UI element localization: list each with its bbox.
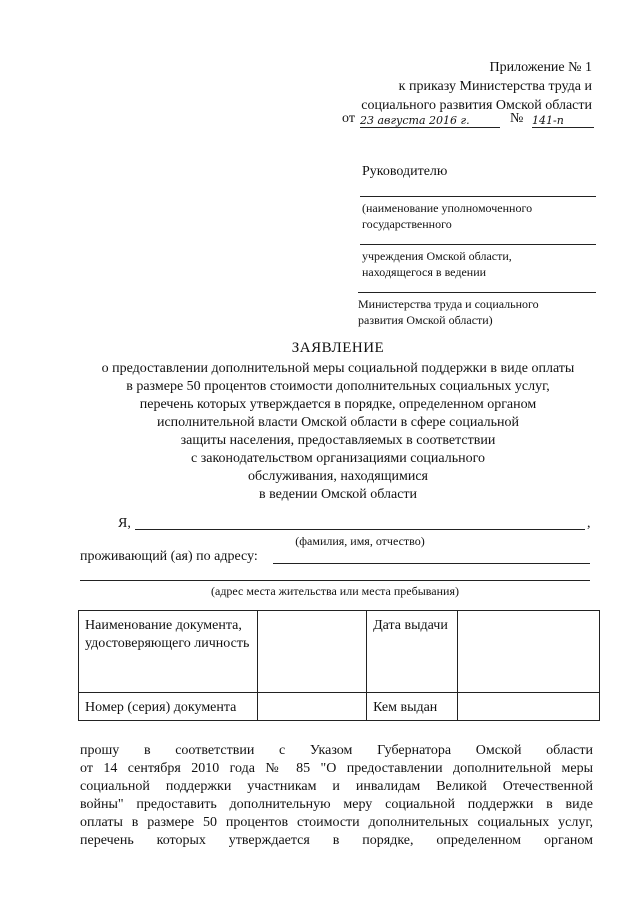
request-line: от 14 сентября 2010 года № 85 "О предоставлении дополнительной меры — [80, 761, 593, 776]
address-hint: (адрес места жительства или места пребывания) — [211, 584, 459, 598]
address-field-2[interactable] — [80, 580, 590, 581]
handwritten-date: 23 августа 2016 г. — [360, 112, 500, 128]
doc-name-label: Наименование документа, удостоверяющего личность — [79, 611, 258, 693]
order-line-1: к приказу Министерства труда и — [398, 79, 592, 94]
title-line: в ведении Омской области — [258, 487, 418, 502]
date-prefix: от — [342, 111, 355, 126]
order-date-line — [342, 110, 597, 130]
request-line: социальной поддержки участникам и инвалидам Великой Отечественной — [80, 779, 593, 794]
issue-date-label: Дата выдачи — [367, 611, 458, 693]
addressee-hint-2a: учреждения Омской области, — [362, 249, 512, 263]
request-line: прошу в соответствии с Указом Губернатора Омской области — [80, 743, 593, 758]
fio-comma: , — [587, 516, 591, 531]
addressee-hint-1 — [362, 200, 602, 232]
addressee-line-1 — [360, 196, 596, 197]
doc-number-label: Номер (серия) документа — [79, 693, 258, 721]
title-line: обслуживания, находящимися — [248, 469, 428, 484]
title-line: с законодательством организациями социального — [190, 451, 485, 466]
addressee-to: Руководителю — [362, 164, 448, 179]
addressee-hint-3a: Министерства труда и социального — [358, 297, 539, 311]
issued-by-label: Кем выдан — [367, 693, 458, 721]
fio-hint: (фамилия, имя, отчество) — [295, 534, 425, 548]
title-description — [60, 360, 616, 504]
issued-by-value[interactable] — [458, 693, 600, 721]
title-line: исполнительной власти Омской области в сфере социальной — [156, 415, 520, 430]
request-paragraph — [80, 742, 593, 850]
addressee-hint-3 — [358, 296, 598, 328]
i-label: Я, — [118, 516, 131, 531]
id-document-table — [78, 610, 600, 721]
living-label: проживающий (ая) по адресу: — [80, 549, 258, 564]
appendix-title: Приложение № 1 — [489, 60, 592, 75]
handwritten-number: 141-п — [532, 112, 594, 128]
addressee-hint-1a: (наименование уполномоченного — [362, 201, 533, 215]
appendix-header — [292, 58, 592, 115]
request-line: оплаты в размере 50 процентов стоимости дополнительных социальных услуг, — [80, 815, 593, 830]
title-line: в размере 50 процентов стоимости дополнительных социальных услуг, — [126, 379, 550, 394]
addressee-hint-2b: находящегося в ведении — [362, 265, 487, 279]
address-field-1[interactable] — [273, 563, 590, 564]
addressee-hint-2 — [362, 248, 602, 280]
fio-field[interactable] — [135, 529, 585, 530]
addressee-hint-1b: государственного — [362, 217, 452, 231]
request-line: перечень которых утверждается в порядке, определенном органом — [80, 833, 593, 848]
document-title: ЗАЯВЛЕНИЕ — [291, 340, 385, 356]
title-line: перечень которых утверждается в порядке, определенном органом — [139, 397, 537, 412]
number-sign: № — [510, 111, 524, 126]
addressee-line-2 — [360, 244, 596, 245]
title-line: защиты населения, предоставляемых в соответствии — [180, 433, 496, 448]
request-line: войны" предоставить дополнительную меру социальной поддержки в виде — [80, 797, 593, 812]
doc-name-value[interactable] — [257, 611, 366, 693]
order-line-2: социального развития Омской области — [361, 98, 592, 113]
addressee-line-3 — [358, 292, 596, 293]
doc-number-value[interactable] — [257, 693, 366, 721]
title-line: о предоставлении дополнительной меры социальной поддержки в виде оплаты — [101, 361, 575, 376]
addressee-hint-3b: развития Омской области) — [358, 313, 493, 327]
issue-date-value[interactable] — [458, 611, 600, 693]
